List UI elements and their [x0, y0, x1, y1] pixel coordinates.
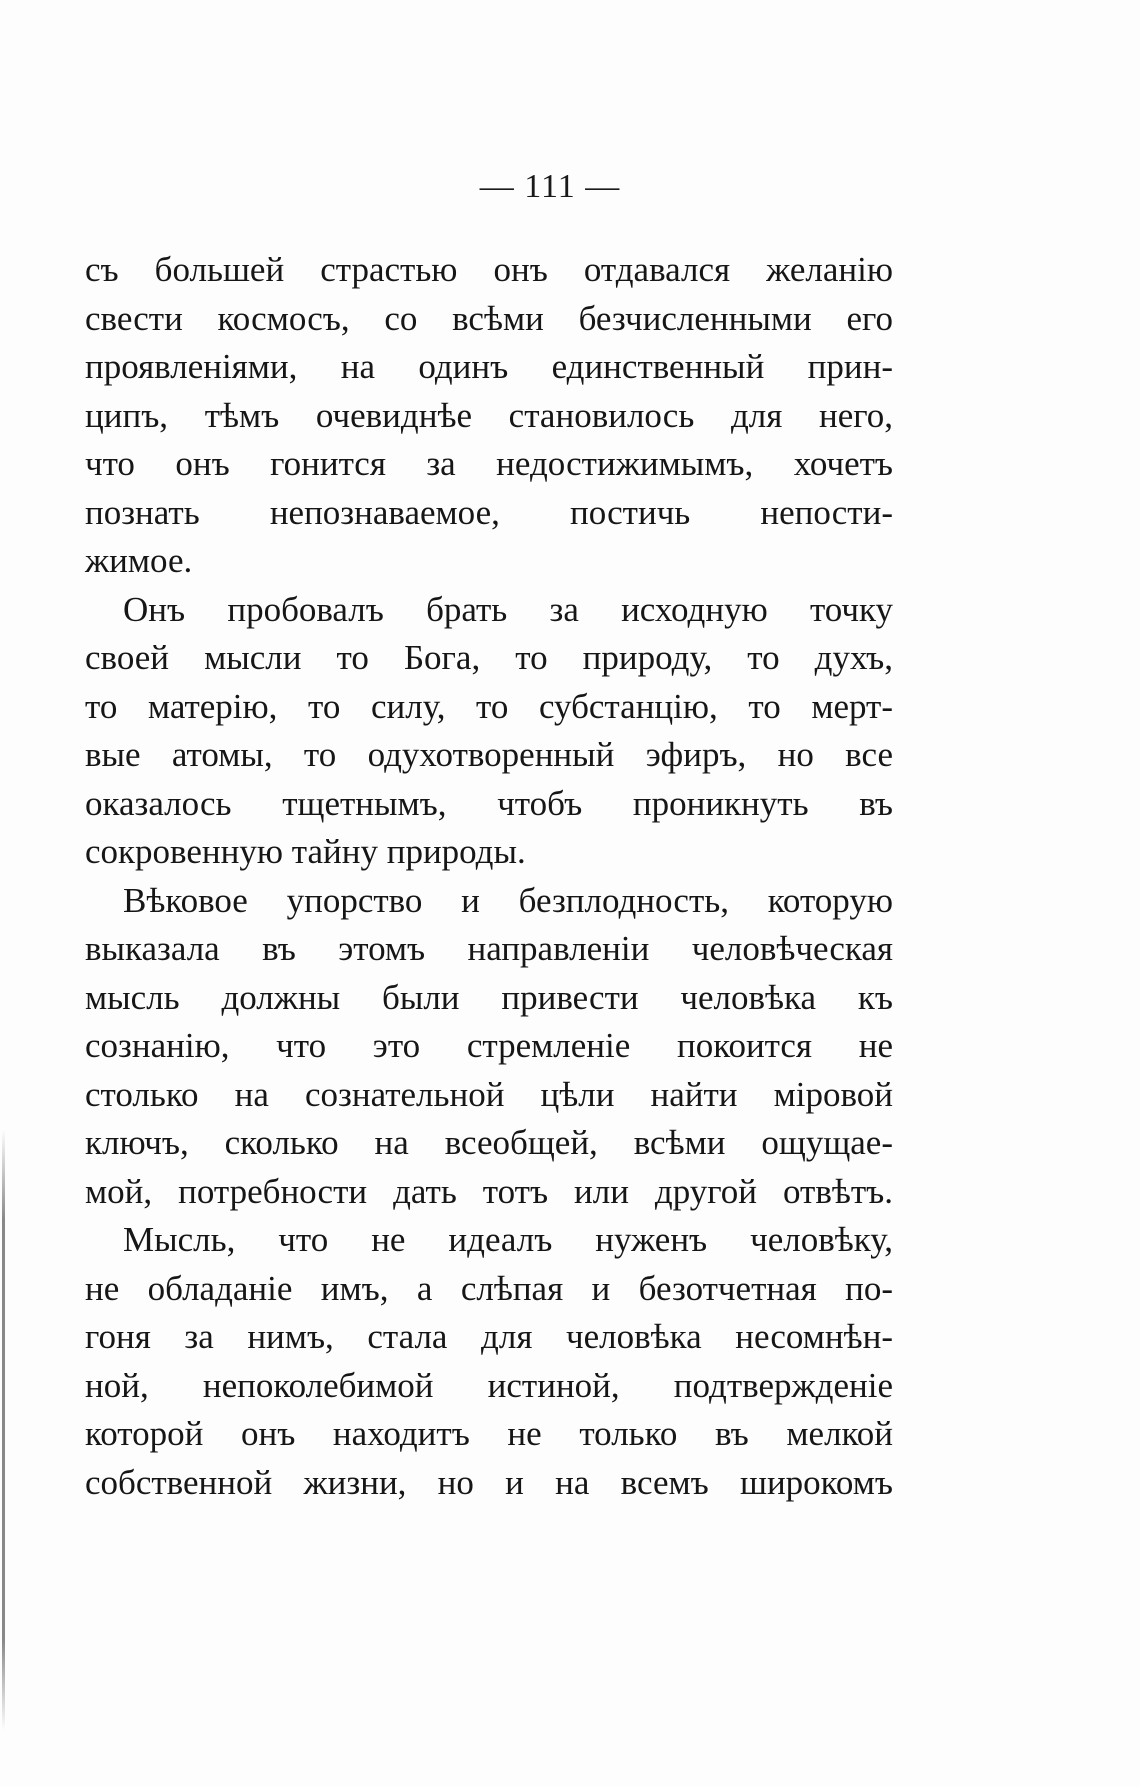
text-line: сознанію, что это стремленіе покоится не	[85, 1026, 893, 1065]
text-line: что онъ гонится за недостижимымъ, хочетъ	[85, 444, 893, 483]
page-edge-shadow	[2, 1130, 5, 1730]
paragraph-2	[85, 586, 893, 877]
text-line: столько на сознательной цѣли найти міровой	[85, 1074, 893, 1114]
text-line: проявленіями, на одинъ единственный прин-	[85, 347, 893, 386]
text-line: Онъ пробовалъ брать за исходную точку	[123, 589, 893, 629]
text-line: оказалось тщетнымъ, чтобъ проникнуть въ	[85, 783, 893, 823]
page-number: — 111 —	[479, 168, 621, 205]
text-line: которой онъ находитъ не только въ мелкой	[85, 1414, 893, 1453]
text-line: Мысль, что не идеалъ нуженъ человѣку,	[123, 1220, 893, 1259]
paragraph-3	[85, 877, 893, 1217]
text-line: то матерію, то силу, то субстанцію, то мерт-	[85, 686, 893, 726]
text-line: гоня за нимъ, стала для человѣка несомнѣн-	[85, 1317, 893, 1356]
text-line: сокровенную тайну природы.	[85, 832, 526, 871]
text-line: своей мысли то Бога, то природу, то духъ,	[85, 638, 893, 677]
paragraph-1	[85, 246, 893, 586]
text-line: не обладаніе имъ, а слѣпая и безотчетная по-	[85, 1268, 893, 1308]
text-line: собственной жизни, но и на всемъ широкомъ	[85, 1462, 893, 1502]
text-line: жимое.	[85, 541, 193, 580]
text-line: вые атомы, то одухотворенный эфиръ, но все	[85, 735, 893, 774]
text-line: съ большей страстью онъ отдавался желанію	[85, 250, 893, 289]
text-line: познать непознаваемое, постичь непости-	[85, 492, 893, 532]
paragraph-4	[85, 1216, 893, 1507]
text-line: ключъ, сколько на всеобщей, всѣми ощущае-	[85, 1123, 893, 1162]
text-line: Вѣковое упорство и безплодность, которую	[123, 880, 893, 920]
text-line: выказала въ этомъ направленіи человѣческая	[85, 929, 893, 968]
text-line: мысль должны были привести человѣка къ	[85, 977, 893, 1017]
text-line: свести космосъ, со всѣми безчисленными его	[85, 298, 893, 338]
text-line: ной, непоколебимой истиной, подтвержденіе	[85, 1365, 893, 1405]
text-line: ципъ, тѣмъ очевиднѣе становилось для него,	[85, 395, 893, 435]
body-text	[85, 246, 893, 1507]
text-line: мой, потребности дать тотъ или другой отвѣтъ.	[85, 1171, 893, 1211]
